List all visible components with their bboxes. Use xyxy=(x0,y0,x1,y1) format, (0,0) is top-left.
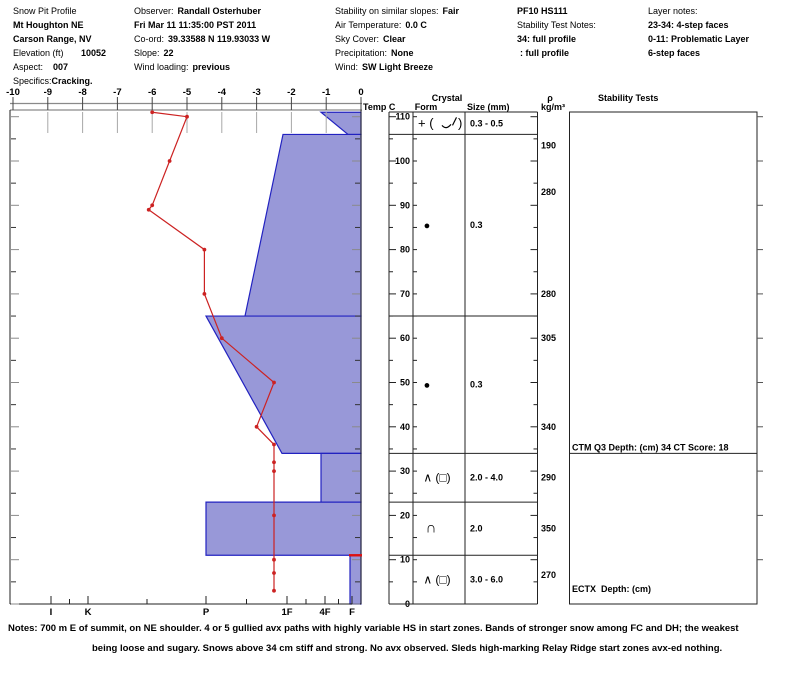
temperature-point xyxy=(272,558,276,562)
hardness-layer-polygon xyxy=(321,453,361,502)
depth-ruler xyxy=(363,102,410,609)
svg-text:P: P xyxy=(202,607,210,618)
wind-value: SW Light Breeze xyxy=(362,62,434,72)
wind-loading-value: previous xyxy=(192,62,231,72)
svg-text:1F: 1F xyxy=(281,607,293,618)
temperature-point xyxy=(220,336,224,340)
svg-text:190: 190 xyxy=(541,140,557,151)
svg-text:-5: -5 xyxy=(182,87,192,98)
temperature-point xyxy=(272,571,276,575)
coord-value: 39.33588 N 119.93033 W xyxy=(168,34,271,44)
svg-text:-1: -1 xyxy=(321,87,331,98)
svg-text:0: 0 xyxy=(358,87,364,98)
svg-text:50: 50 xyxy=(399,377,410,388)
svg-text:Crystal: Crystal xyxy=(431,93,463,103)
svg-text:60: 60 xyxy=(399,333,410,344)
svg-text:-6: -6 xyxy=(147,87,157,98)
svg-text:-9: -9 xyxy=(43,87,53,98)
svg-text:0.3 - 0.5: 0.3 - 0.5 xyxy=(470,118,504,129)
svg-text:+ (: + ( xyxy=(418,115,434,131)
slope-label: Slope: xyxy=(134,48,160,58)
svg-text:I: I xyxy=(49,607,53,618)
svg-text:●: ● xyxy=(423,379,431,392)
svg-text:-2: -2 xyxy=(287,87,296,98)
svg-text:CTM Q3 Depth: (cm) 34 CT Score: CTM Q3 Depth: (cm) 34 CT Score: 18 xyxy=(572,442,729,453)
svg-text:4F: 4F xyxy=(319,607,331,618)
temperature-point xyxy=(255,425,259,429)
test-note-1: 34: full profile xyxy=(517,34,577,44)
pit-datetime: Fri Mar 11 11:35:00 PST 2011 xyxy=(134,20,257,30)
temperature-point xyxy=(168,159,172,163)
density-column xyxy=(531,93,566,604)
elevation-label: Elevation (ft) xyxy=(13,48,64,58)
svg-text:Size (mm): Size (mm) xyxy=(467,102,510,112)
coord-label: Co-ord: xyxy=(134,34,165,44)
temperature-point xyxy=(272,443,276,447)
hardness-axis xyxy=(50,596,355,618)
layer-note-1: 23-34: 4-step faces xyxy=(648,20,729,30)
svg-text:270: 270 xyxy=(541,570,557,581)
temperature-point xyxy=(272,381,276,385)
precip-value: None xyxy=(391,48,414,58)
hardness-profile xyxy=(206,112,361,604)
svg-text:280: 280 xyxy=(541,187,557,198)
layer-notes-label: Layer notes: xyxy=(648,6,698,16)
svg-text:kg/m³: kg/m³ xyxy=(540,102,566,112)
hardness-layer-polygon xyxy=(206,502,361,555)
temperature-point xyxy=(150,203,154,207)
temperature-point xyxy=(185,115,189,119)
svg-text:-10: -10 xyxy=(6,87,20,98)
layer-note-3: 6-step faces xyxy=(648,48,701,58)
stability-value: Fair xyxy=(442,6,460,16)
svg-text:290: 290 xyxy=(541,472,557,483)
svg-text:ρ: ρ xyxy=(547,93,553,103)
temperature-point xyxy=(147,208,151,212)
aspect-label: Aspect: xyxy=(13,62,44,72)
temperature-point xyxy=(272,469,276,473)
svg-text:∧ (□): ∧ (□) xyxy=(423,470,451,485)
svg-text:2.0: 2.0 xyxy=(470,523,483,534)
svg-text:ECTX Depth: (cm): ECTX Depth: (cm) xyxy=(572,584,652,595)
test-notes-label: Stability Test Notes: xyxy=(517,20,596,30)
report-title: Snow Pit Profile xyxy=(13,6,77,16)
svg-text:K: K xyxy=(84,607,92,618)
svg-text:30: 30 xyxy=(399,466,410,477)
svg-text:10: 10 xyxy=(399,554,410,565)
svg-text:-8: -8 xyxy=(78,87,87,98)
svg-text:80: 80 xyxy=(399,244,410,255)
svg-text:Stability Tests: Stability Tests xyxy=(598,93,659,103)
air-temp-value: 0.0 C xyxy=(405,20,427,30)
specifics-label: Specifics: xyxy=(13,76,52,86)
footer-notes-line2: being loose and sugary. Snows above 34 cm stiff and strong. No avx observed. Sleds high-marking Relay Ridge start zones avx-ed nothing. xyxy=(92,643,723,654)
sky-cover-value: Clear xyxy=(383,34,406,44)
svg-text:): ) xyxy=(458,115,463,131)
svg-text:110: 110 xyxy=(395,111,410,122)
slope-value: 22 xyxy=(163,48,174,58)
svg-text:40: 40 xyxy=(399,421,410,432)
svg-text:2.0 - 4.0: 2.0 - 4.0 xyxy=(470,472,504,483)
mountain-range: Carson Range, NV xyxy=(13,34,92,44)
air-temp-label: Air Temperature: xyxy=(335,20,402,30)
svg-text:280: 280 xyxy=(541,288,557,299)
specifics-value: Cracking. xyxy=(51,76,93,86)
svg-text:20: 20 xyxy=(399,510,410,521)
svg-text:-3: -3 xyxy=(252,87,261,98)
svg-text:Temp C: Temp C xyxy=(363,102,396,112)
observer-name: Randall Osterhuber xyxy=(177,6,262,16)
crystal-columns xyxy=(389,93,538,604)
svg-text:0.3: 0.3 xyxy=(470,220,483,231)
svg-text:340: 340 xyxy=(541,421,557,432)
stability-tests-box xyxy=(570,93,764,604)
svg-text:305: 305 xyxy=(541,333,557,344)
temperature-point xyxy=(272,589,276,593)
svg-text:●: ● xyxy=(423,220,431,233)
svg-text:350: 350 xyxy=(541,523,557,534)
temperature-point xyxy=(203,248,207,252)
svg-text:100: 100 xyxy=(394,156,410,166)
stability-tests-rect xyxy=(570,112,758,604)
crystal-df-curve xyxy=(442,124,451,127)
test-note-2: : full profile xyxy=(520,48,569,58)
svg-text:90: 90 xyxy=(399,200,410,211)
observer-label: Observer: xyxy=(134,6,174,16)
svg-text:∩: ∩ xyxy=(425,519,437,537)
wind-label: Wind: xyxy=(335,62,359,72)
temperature-point xyxy=(150,110,154,114)
svg-text:0: 0 xyxy=(404,599,410,609)
aspect-value: 007 xyxy=(53,62,69,72)
svg-text:-4: -4 xyxy=(217,87,227,98)
stability-label: Stability on similar slopes: xyxy=(335,6,439,16)
pf-hs-code: PF10 HS111 xyxy=(517,6,568,16)
temperature-point xyxy=(272,514,276,518)
footer-notes xyxy=(8,619,792,659)
hardness-layer-polygon xyxy=(321,112,361,134)
svg-text:70: 70 xyxy=(399,288,410,299)
svg-text:0.3: 0.3 xyxy=(470,379,483,390)
svg-text:-7: -7 xyxy=(113,87,122,98)
svg-text:Form: Form xyxy=(414,102,438,112)
hardness-layer-polygon xyxy=(245,134,361,316)
layer-note-2: 0-11: Problematic Layer xyxy=(648,34,750,44)
svg-text:∧ (□): ∧ (□) xyxy=(423,572,451,587)
precip-label: Precipitation: xyxy=(335,48,388,58)
elevation-value: 10052 xyxy=(81,48,107,58)
site-name: Mt Houghton NE xyxy=(13,20,84,30)
sky-cover-label: Sky Cover: xyxy=(335,34,380,44)
svg-text:F: F xyxy=(349,607,355,618)
wind-loading-label: Wind loading: xyxy=(134,62,189,72)
footer-notes-line1: Notes: 700 m E of summit, on NE shoulder. 4 or 5 gullied avx paths with highly variable HS in start zones. Bands of stronger snow among FC and DH; the weakest xyxy=(8,623,739,634)
temperature-point xyxy=(203,292,207,296)
temperature-point xyxy=(272,460,276,464)
svg-text:3.0 - 6.0: 3.0 - 6.0 xyxy=(470,574,504,585)
hardness-layer-polygon xyxy=(206,316,361,453)
